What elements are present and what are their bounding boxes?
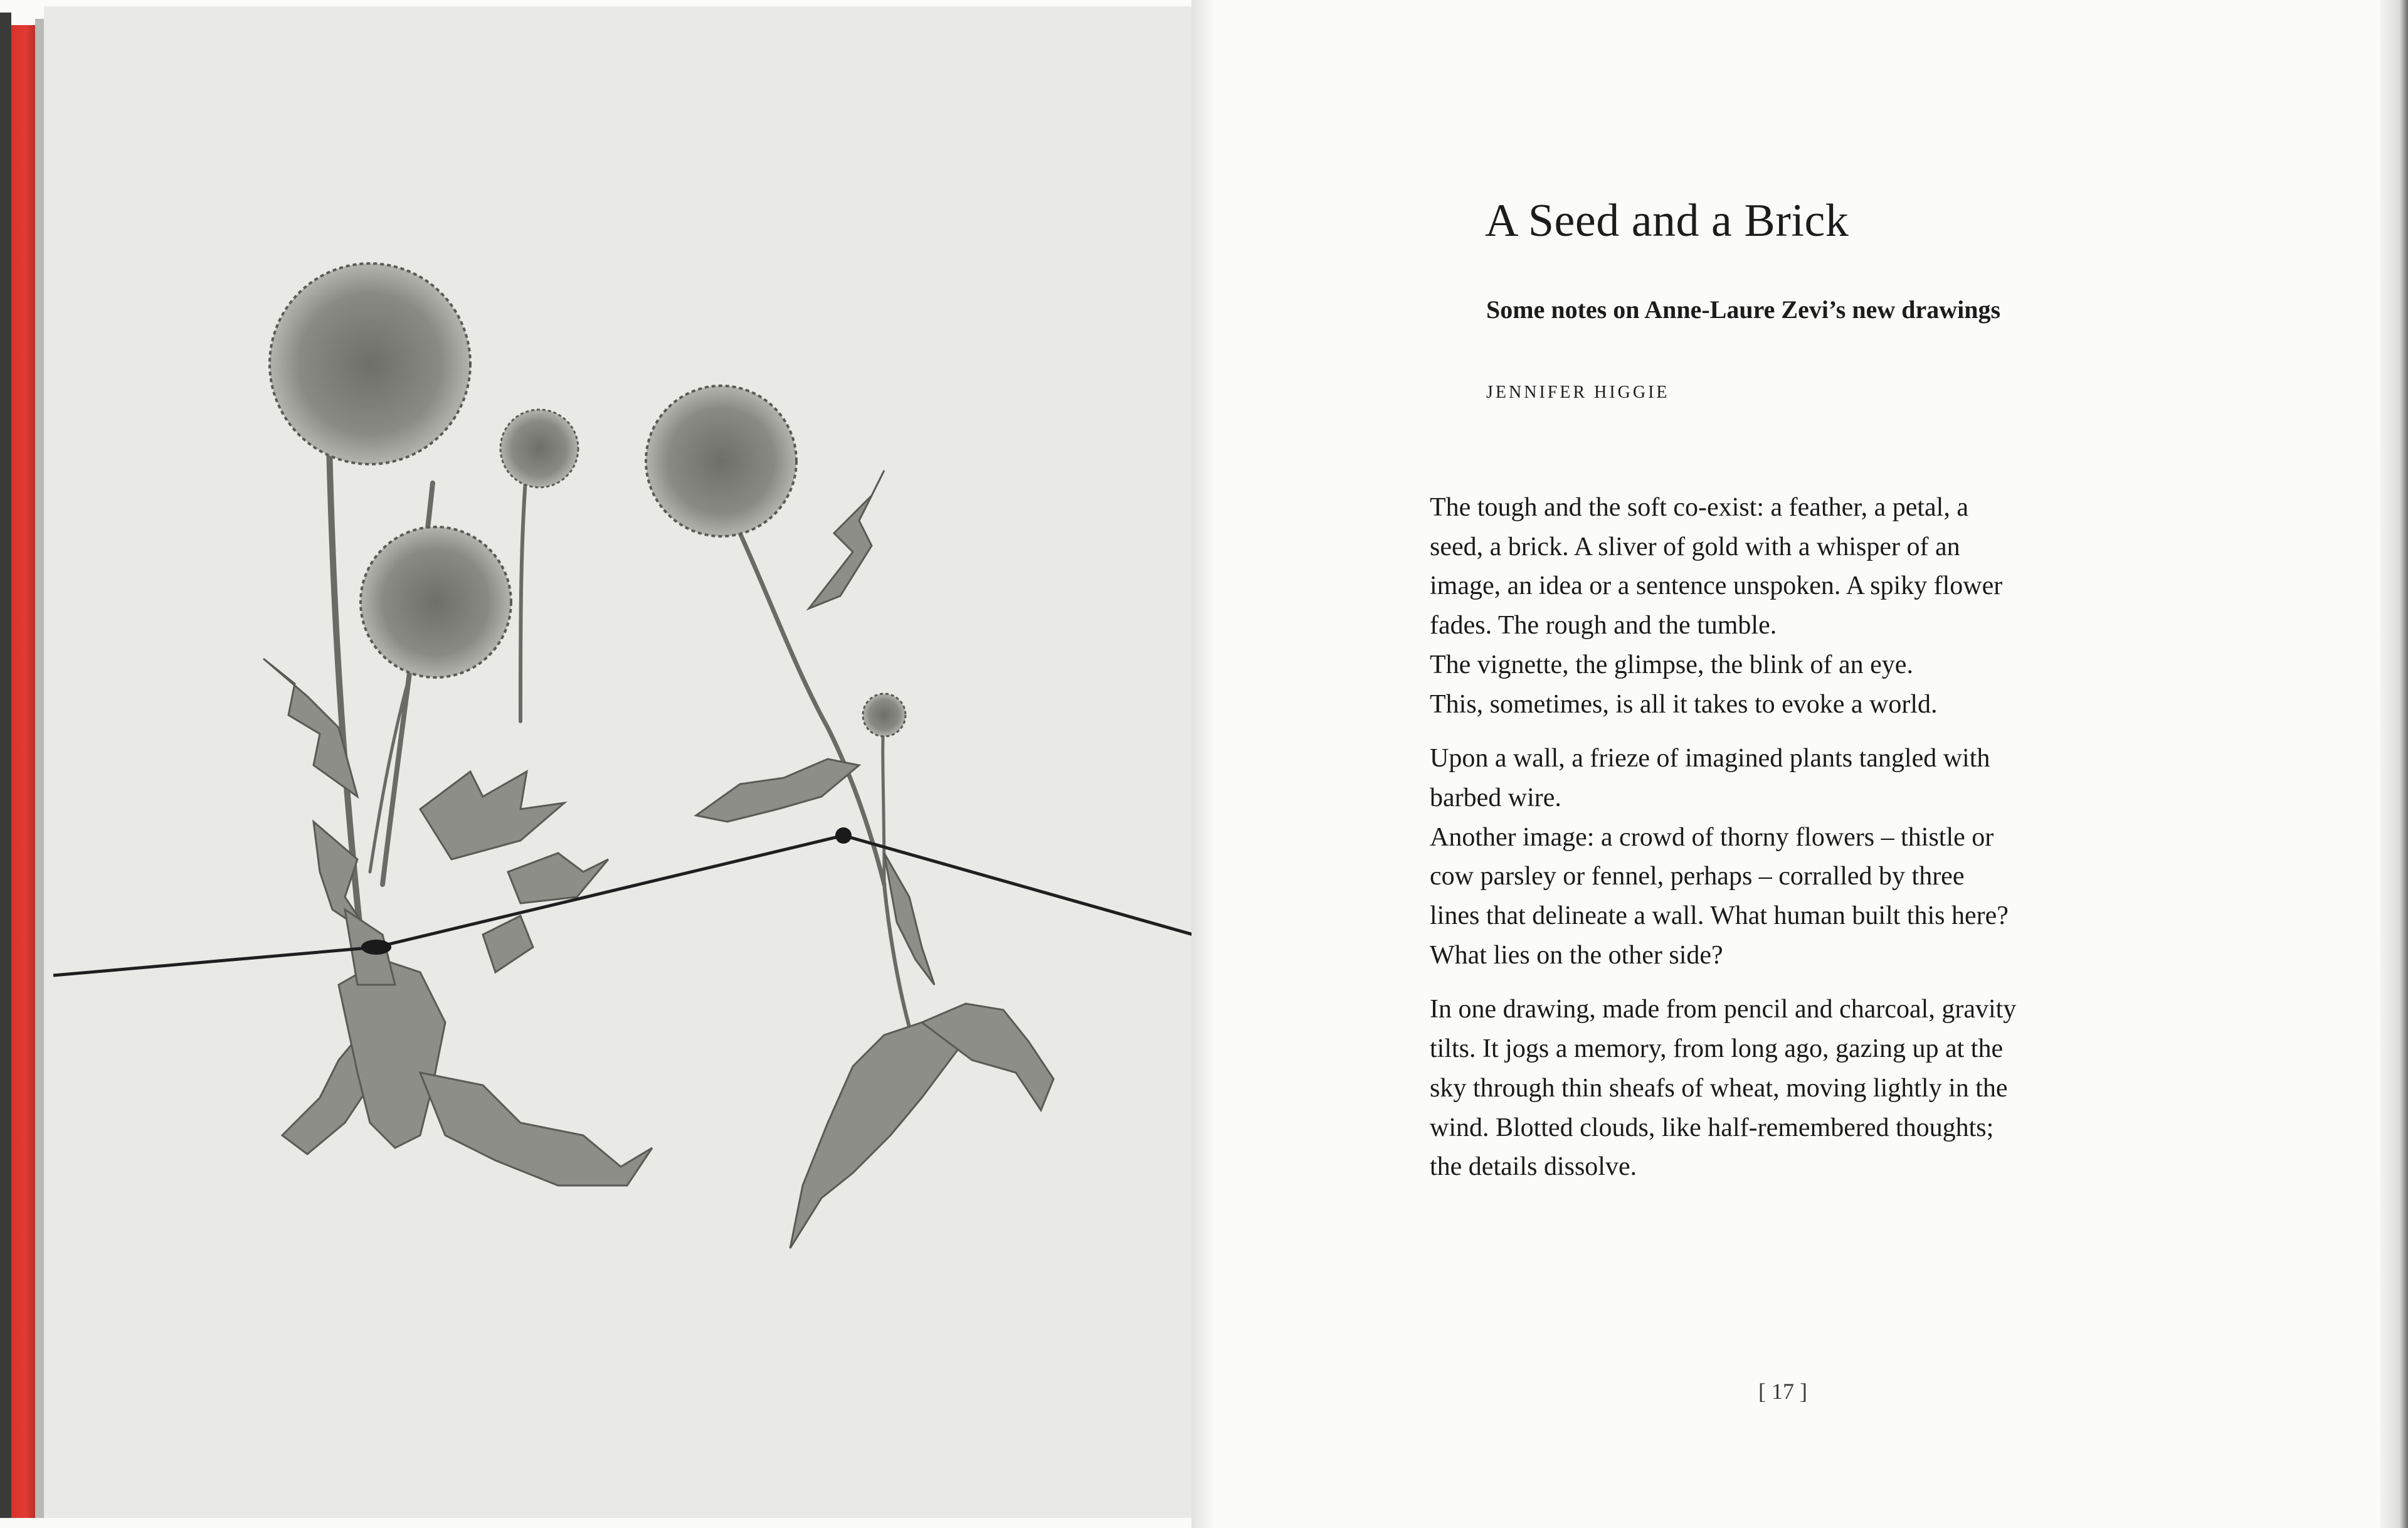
left-thistle-leaves	[263, 659, 652, 1186]
left-thistle-plant	[329, 445, 527, 935]
left-thistle-heads	[270, 263, 578, 677]
paragraph-3	[1430, 990, 2132, 1187]
text-line: In one drawing, made from pencil and charcoal, gravity	[1430, 995, 2017, 1024]
text-line: Upon a wall, a frieze of imagined plants tangled with	[1430, 744, 1990, 773]
right-thistle-heads	[646, 386, 906, 736]
book-gutter	[1191, 0, 1217, 1528]
wire-lines	[53, 836, 1204, 975]
page-stack-edge	[35, 19, 44, 1518]
text-line: fades. The rough and the tumble.	[1430, 611, 1777, 640]
book-red-spine-edge	[11, 25, 35, 1518]
text-line: barbed wire.	[1430, 783, 1561, 812]
text-line: sky through thin sheafs of wheat, moving lightly in the	[1430, 1073, 2008, 1103]
text-line: This, sometimes, is all it takes to evoke a world.	[1430, 689, 1938, 719]
text-line: image, an idea or a sentence unspoken. A spiky flower	[1430, 571, 2003, 601]
text-line: seed, a brick. A sliver of gold with a whisper of an	[1430, 532, 1960, 561]
text-line: lines that delineate a wall. What human built this here?	[1430, 901, 2009, 931]
paragraph-1	[1430, 488, 2132, 724]
text-line: What lies on the other side?	[1430, 940, 1723, 970]
book-cover-edge	[0, 13, 11, 1518]
text-line: cow parsley or fennel, perhaps – corralled by three	[1430, 862, 1965, 891]
page-number: [ 17 ]	[1758, 1379, 1807, 1404]
text-line: Another image: a crowd of thorny flowers – thistle or	[1430, 822, 1994, 852]
article-author: JENNIFER HIGGIE	[1486, 383, 1670, 402]
text-line: wind. Blotted clouds, like half-remembered thoughts;	[1430, 1113, 1994, 1142]
article-title: A Seed and a Brick	[1485, 195, 1849, 247]
text-line: tilts. It jogs a memory, from long ago, gazing up at the	[1430, 1034, 2004, 1064]
text-line: The tough and the soft co-exist: a feather, a petal, a	[1430, 493, 1968, 522]
text-line: the details dissolve.	[1430, 1152, 1637, 1182]
right-page-edge	[2380, 0, 2408, 1528]
article-subtitle: Some notes on Anne-Laure Zevi’s new drawings	[1486, 295, 2001, 324]
article-body	[1430, 488, 2132, 1202]
paragraph-2	[1430, 739, 2132, 975]
text-line: The vignette, the glimpse, the blink of an eye.	[1430, 650, 1913, 679]
thistle-illustration	[44, 6, 1204, 1518]
